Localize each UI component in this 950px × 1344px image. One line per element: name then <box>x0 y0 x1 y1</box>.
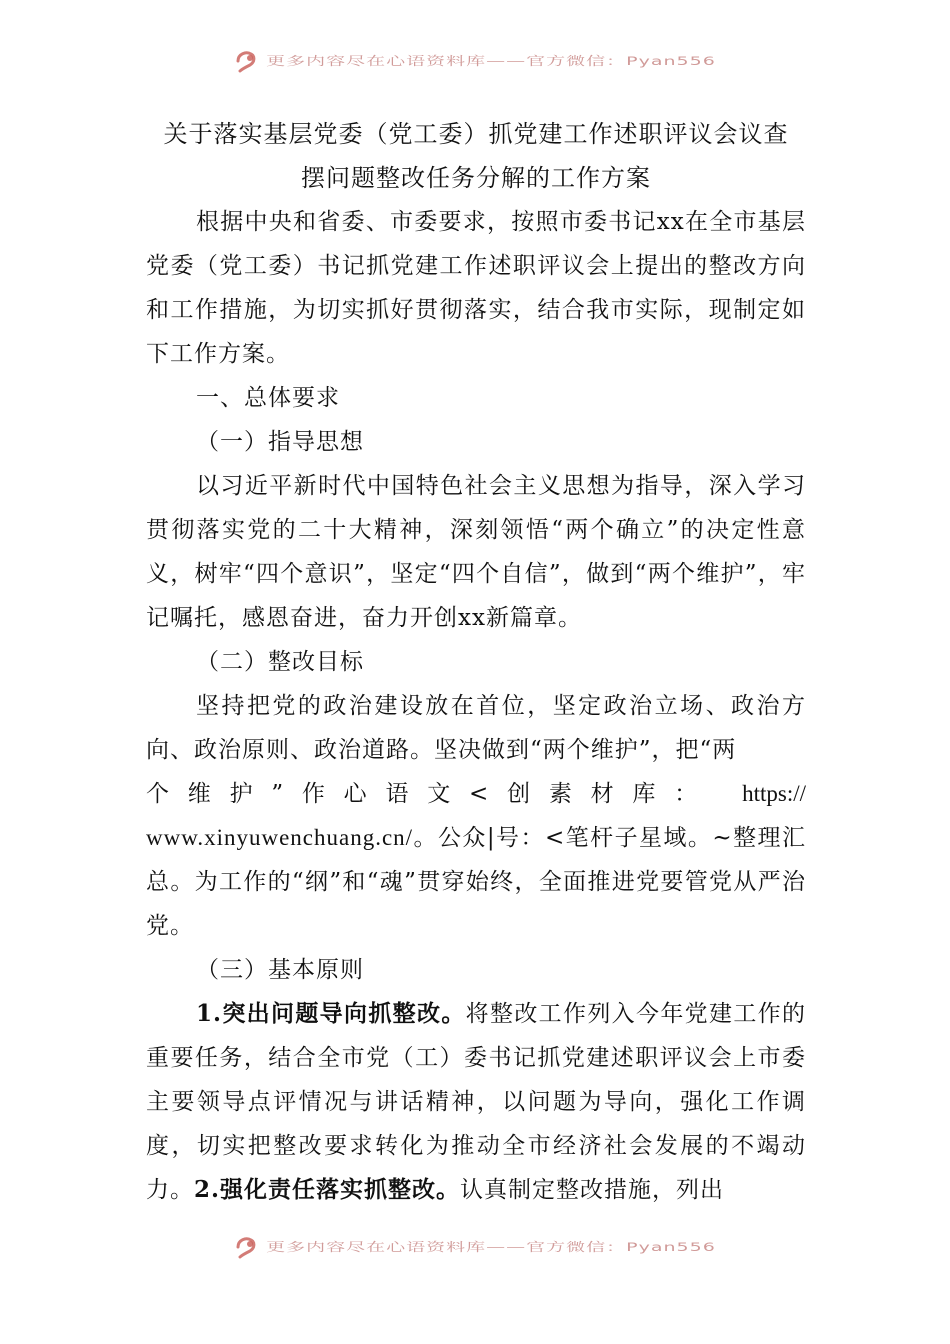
item-1-text: 将整改工作列入今年党建工作的重要任务，结合全市党（工）委书记抓党建述职评议会上市委主要领导点评情况与讲话精神，以问题为导向，强化工作调度，切实把整改要求转化为推动全市经济社会发展的不竭动力。 <box>146 1001 806 1203</box>
subsection-1-text: 以习近平新时代中国特色社会主义思想为指导，深入学习贯彻落实党的二十大精神，深刻领悟“两个确立”的决定性意义，树牢“四个意识”，坚定“四个自信”，做到“两个维护”，牢记嘱托，感恩奋进，奋力开创xx新篇章。 <box>146 473 806 631</box>
section-1-heading: 一、总体要求 <box>196 385 340 411</box>
item-2-text: 认真制定整改措施，列出 <box>460 1177 725 1203</box>
intro-paragraph: 根据中央和省委、市委要求，按照市委书记xx在全市基层党委（党工委）书记抓党建工作述职评议会上提出的整改方向和工作措施，为切实抓好贯彻落实，结合我市实际，现制定如下工作方案。 <box>146 209 806 367</box>
brand-logo-icon <box>234 47 260 73</box>
document-body <box>146 112 806 1212</box>
url-part-2: www.xinyuwenchuang.cn/ <box>146 825 414 850</box>
spread-text: 个维护”作心语文<创素材库： <box>146 781 716 807</box>
header-banner <box>0 42 950 78</box>
principles-paragraph <box>146 992 806 1212</box>
subsection-2-text-a: 坚持把党的政治建设放在首位，坚定政治立场、政治方向、政治原则、政治道路。坚决做到“两个维护”，把“两 <box>146 693 806 763</box>
title-line-2: 摆问题整改任务分解的工作方案 <box>301 164 651 192</box>
item-2-title: 2.强化责任落实抓整改。 <box>194 1176 461 1203</box>
footer-banner <box>0 1228 950 1264</box>
item-1-title: 1.突出问题导向抓整改。 <box>196 1000 466 1027</box>
subsection-3-heading: （三）基本原则 <box>196 957 364 983</box>
subsection-2-spread-line <box>146 772 806 816</box>
brand-logo-icon <box>234 1233 260 1259</box>
subsection-1-heading: （一）指导思想 <box>196 429 364 455</box>
url-part-1: https:// <box>742 781 807 806</box>
subsection-2-text <box>146 684 806 948</box>
footer-banner-text: 更多内容尽在心语资料库——官方微信：Pyan556 <box>266 1240 716 1254</box>
text-after-url: 。公众|号：<笔杆子星域。~整理汇总。为工作的“纲”和“魂”贯穿始终，全面推进党要管党从严治党。 <box>146 825 806 939</box>
subsection-2-text-b <box>146 816 806 948</box>
title-line-1: 关于落实基层党委（党工委）抓党建工作述职评议会议查 <box>163 120 789 148</box>
document-title <box>146 112 806 200</box>
subsection-2-heading: （二）整改目标 <box>196 649 364 675</box>
header-banner-text: 更多内容尽在心语资料库——官方微信：Pyan556 <box>266 54 716 68</box>
